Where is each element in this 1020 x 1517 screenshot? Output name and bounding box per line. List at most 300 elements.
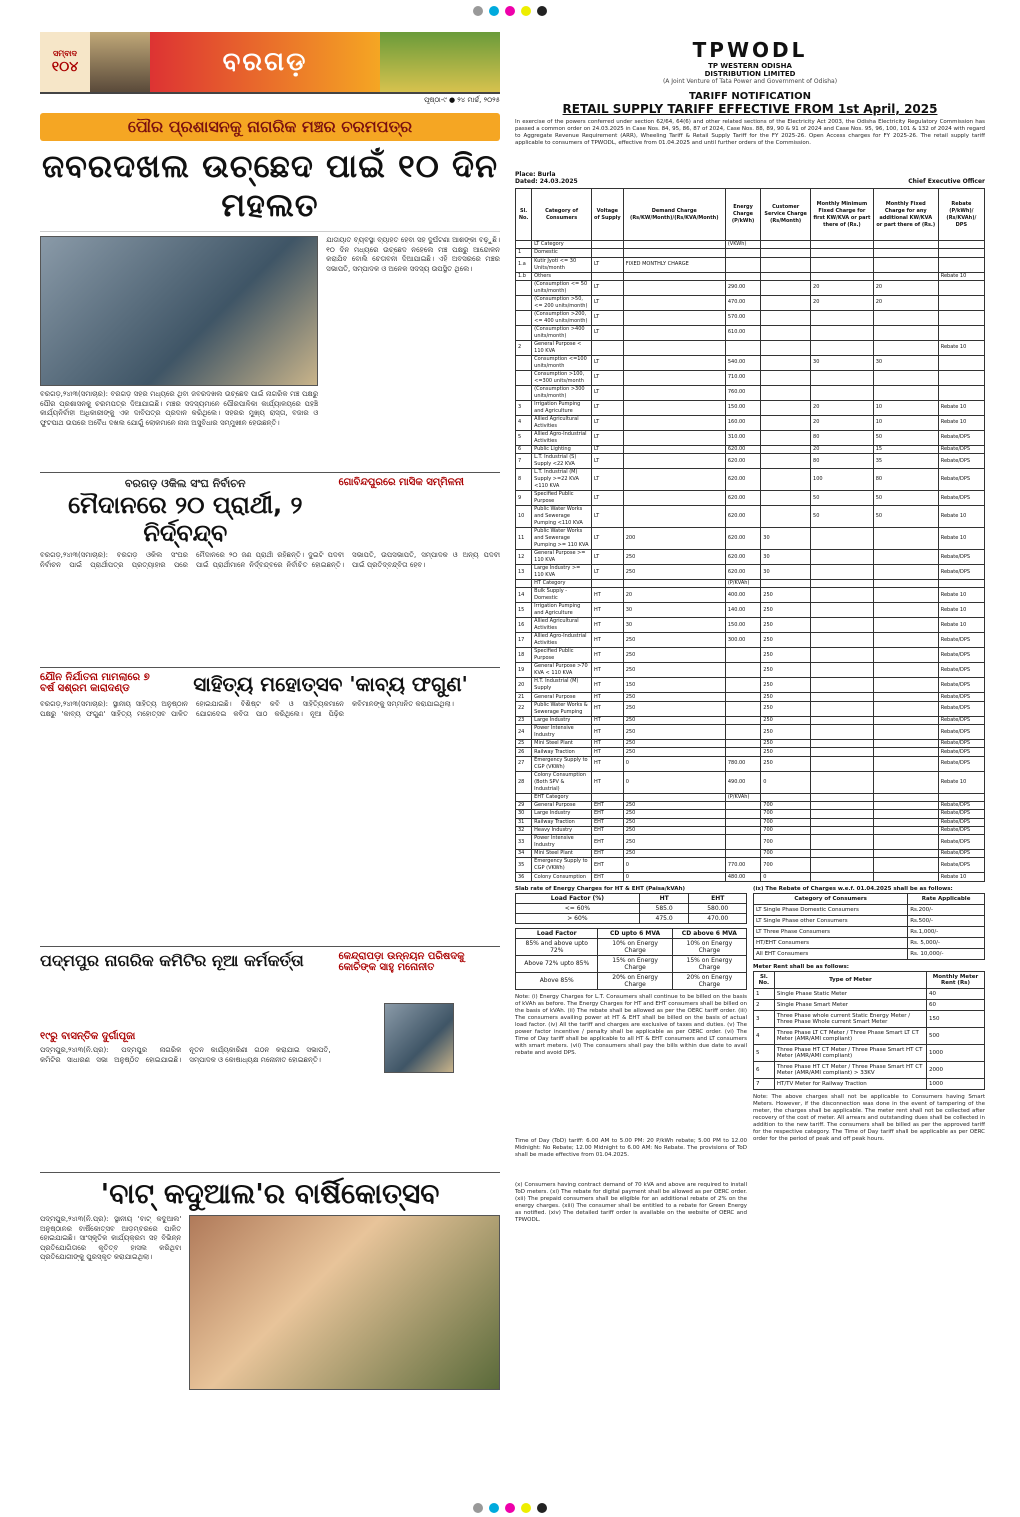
table-cell	[725, 249, 760, 257]
table-cell: Rebate/DPS	[938, 725, 984, 740]
table-cell	[873, 249, 938, 257]
table-cell: Public Lighting	[532, 445, 592, 453]
table-cell	[761, 370, 811, 385]
table-cell	[811, 618, 874, 633]
table-cell: LT Single Phase other Consumers	[754, 915, 908, 926]
table-cell: Rs.1,000/-	[908, 926, 985, 937]
table-cell: 19	[516, 663, 532, 678]
table-cell	[623, 430, 725, 445]
table-cell	[761, 257, 811, 272]
table-cell	[873, 257, 938, 272]
table-cell	[811, 325, 874, 340]
table-row	[516, 913, 747, 923]
table-cell: 15% on Energy Charge	[672, 955, 746, 972]
table-cell: EHT	[591, 810, 623, 818]
table-cell: 2000	[926, 1061, 984, 1078]
table-cell	[623, 445, 725, 453]
table-cell: 5	[754, 1044, 775, 1061]
table-cell: 10	[873, 415, 938, 430]
table-cell: Rebate/DPS	[938, 678, 984, 693]
table-row	[516, 430, 985, 445]
rent-head: (ix) The Rebate of Charges w.e.f. 01.04.2025 shall be as follows:	[753, 885, 953, 892]
table-cell: 250	[623, 693, 725, 701]
table-cell	[761, 445, 811, 453]
table-cell: HT/TV Meter for Railway Traction	[774, 1078, 926, 1089]
table-cell	[591, 249, 623, 257]
table-cell: Rebate/DPS	[938, 818, 984, 826]
table-cell	[873, 310, 938, 325]
table-cell: Mini Steel Plant	[532, 850, 592, 858]
table-cell: 80	[873, 469, 938, 491]
table-row	[754, 1078, 985, 1089]
table-cell: HT	[591, 603, 623, 618]
table-row	[516, 355, 985, 370]
table-row	[754, 1010, 985, 1027]
table-cell	[938, 295, 984, 310]
table-cell: 620.00	[725, 506, 760, 528]
table-cell: 20% on Energy Charge	[672, 972, 746, 989]
headline: ପଦ୍ମପୁର ନାଗରିକ କମିଟିର ନୂଆ କର୍ମକର୍ତ୍ତା	[40, 951, 304, 970]
table-cell: 250	[761, 648, 811, 663]
masthead	[40, 32, 500, 94]
table-cell: Rebate/DPS	[938, 716, 984, 724]
table-cell	[761, 385, 811, 400]
table-cell	[623, 370, 725, 385]
table-cell: LT	[591, 528, 623, 550]
table-cell: 250	[761, 678, 811, 693]
table-cell: 85% and above upto 72%	[516, 938, 598, 955]
padmapur-committee-section	[40, 946, 500, 1166]
table-cell	[591, 793, 623, 801]
table-cell: LT	[591, 355, 623, 370]
table-cell	[873, 725, 938, 740]
table-cell: HT	[591, 588, 623, 603]
table-row	[516, 663, 985, 678]
table-cell: 250	[623, 748, 725, 756]
table-cell: Above 72% upto 85%	[516, 955, 598, 972]
table-cell	[623, 355, 725, 370]
table-cell: Rebate 10	[938, 400, 984, 415]
table-row	[516, 550, 985, 565]
table-cell: 250	[623, 663, 725, 678]
table-header: HT	[639, 893, 689, 903]
table-cell: Rebate/DPS	[938, 565, 984, 580]
table-cell	[938, 355, 984, 370]
table-cell: 40	[926, 988, 984, 999]
masthead-portrait	[90, 32, 150, 92]
table-cell: 20% on Energy Charge	[598, 972, 672, 989]
table-cell: Bulk Supply - Domestic	[532, 588, 592, 603]
table-row	[516, 565, 985, 580]
table-header: Monthly Meter Rent (Rs)	[926, 971, 984, 988]
table-cell	[725, 801, 760, 809]
table-cell	[725, 678, 760, 693]
table-cell	[811, 716, 874, 724]
table-cell: Rebate 10	[938, 506, 984, 528]
table-cell	[873, 633, 938, 648]
table-cell: 250	[761, 633, 811, 648]
protest-photo	[40, 236, 318, 386]
table-row	[516, 370, 985, 385]
table-cell: Emergency Supply to CGP (VKWh)	[532, 756, 592, 771]
table-cell	[873, 550, 938, 565]
table-cell	[761, 400, 811, 415]
table-cell: 250	[761, 748, 811, 756]
headline: ସାହିତ୍ୟ ମହୋତ୍ସବ 'କାବ୍ୟ ଫଗୁଣ'	[193, 672, 468, 696]
table-cell: 250	[623, 725, 725, 740]
table-cell	[811, 793, 874, 801]
table-header: CD upto 6 MVA	[598, 928, 672, 938]
table-header: Sl. No.	[754, 971, 775, 988]
table-cell: LT	[591, 430, 623, 445]
table-cell: Rebate 10	[938, 528, 984, 550]
table-cell: All EHT Consumers	[754, 948, 908, 959]
table-cell	[725, 810, 760, 818]
event-photo	[189, 1215, 500, 1390]
table-cell: Rs.200/-	[908, 904, 985, 915]
table-cell	[938, 370, 984, 385]
table-cell	[811, 858, 874, 873]
table-cell	[811, 272, 874, 280]
slab-title: Slab rate of Energy Charges for HT & EHT (Paisa/kVAh)	[515, 885, 685, 892]
table-cell: Irrigation Pumping and Agriculture	[532, 603, 592, 618]
table-cell	[761, 249, 811, 257]
table-cell: 700	[761, 850, 811, 858]
table-row	[516, 693, 985, 701]
table-cell: 250	[623, 565, 725, 580]
table-cell: 36	[516, 873, 532, 881]
table-cell: Rebate 10	[938, 603, 984, 618]
table-cell: Rebate/DPS	[938, 701, 984, 716]
table-cell: 20	[811, 295, 874, 310]
table-cell: 250	[623, 810, 725, 818]
table-cell: LT Category	[532, 241, 592, 249]
table-cell	[811, 740, 874, 748]
table-cell: Rebate/DPS	[938, 801, 984, 809]
table-cell	[873, 648, 938, 663]
table-cell: LT	[591, 295, 623, 310]
table-cell: 50	[811, 506, 874, 528]
table-cell: 9	[516, 491, 532, 506]
table-cell	[811, 663, 874, 678]
table-cell: 30	[623, 603, 725, 618]
table-cell	[725, 740, 760, 748]
table-cell: 250	[761, 740, 811, 748]
table-cell: 250	[623, 550, 725, 565]
table-row	[516, 528, 985, 550]
table-cell: 1000	[926, 1044, 984, 1061]
table-cell: 10% on Energy Charge	[672, 938, 746, 955]
table-row	[516, 725, 985, 740]
table-cell	[761, 415, 811, 430]
table-cell	[725, 272, 760, 280]
table-cell	[873, 771, 938, 793]
table-cell	[873, 818, 938, 826]
table-cell: 10	[516, 506, 532, 528]
table-cell	[873, 370, 938, 385]
story-body: ବରଗଡ଼,୨୪ା୩(ସମାଚାର): ବରଗଡ଼ ଓକିଲ ସଂଘର ନିର୍ବାଚନ ପାଇଁ ପ୍ରାର୍ଥୀପତ୍ର ପ୍ରତ୍ୟାହାର ପରେ ମୈଦାନରେ ୨୦ ଜଣ ପ୍ରାର୍ଥୀ ରହିଛନ୍ତି। ଦୁଇଟି ପଦବୀ ପାଇଁ ପ୍ରାର୍ଥୀମାନେ ନିର୍ଦ୍ବନ୍ଦ୍ବରେ ନିର୍ବାଚିତ ହୋଇଛନ୍ତି। ସଭାପତି, ଉପସଭାପତି, ସମ୍ପାଦକ ଓ ଅନ୍ୟ ପଦବୀ ପାଇଁ ପ୍ରତିଦ୍ବନ୍ଦ୍ବିତା ହେବ।	[40, 551, 500, 569]
table-row	[754, 1044, 985, 1061]
table-cell: 250	[761, 725, 811, 740]
table-cell	[811, 826, 874, 834]
table-cell	[811, 648, 874, 663]
table-cell: (Consumption >50, <= 200 units/month)	[532, 295, 592, 310]
table-cell	[811, 249, 874, 257]
table-cell: 250	[623, 740, 725, 748]
table-cell	[811, 850, 874, 858]
table-cell: Rebate/DPS	[938, 445, 984, 453]
edition-badge	[40, 32, 90, 92]
table-cell: 490.00	[725, 771, 760, 793]
table-cell: Rebate/DPS	[938, 550, 984, 565]
table-cell: Large Industry	[532, 716, 592, 724]
table-cell: 470.00	[689, 913, 747, 923]
table-cell	[725, 340, 760, 355]
table-cell	[873, 858, 938, 873]
table-cell	[725, 725, 760, 740]
table-cell: 310.00	[725, 430, 760, 445]
table-header: Monthly Fixed Charge for any additional KW/KVA or part there of (Rs.)	[873, 189, 938, 241]
table-cell	[938, 580, 984, 588]
table-cell: 1	[516, 249, 532, 257]
table-cell	[591, 272, 623, 280]
table-cell: Rebate 10	[938, 771, 984, 793]
table-cell: 3	[754, 1010, 775, 1027]
table-cell: Railway Traction	[532, 818, 592, 826]
table-cell	[761, 310, 811, 325]
table-cell: 250	[761, 588, 811, 603]
advocate-election-section	[40, 472, 500, 661]
table-cell	[873, 801, 938, 809]
table-cell	[516, 295, 532, 310]
table-row	[516, 873, 985, 881]
table-cell	[761, 454, 811, 469]
table-cell: Rebate/DPS	[938, 826, 984, 834]
table-cell	[761, 355, 811, 370]
table-row	[516, 257, 985, 272]
table-cell	[873, 873, 938, 881]
table-cell: 300.00	[725, 633, 760, 648]
table-cell: 30	[811, 355, 874, 370]
table-cell	[938, 793, 984, 801]
table-cell: Rebate/DPS	[938, 491, 984, 506]
table-cell: 200	[623, 528, 725, 550]
table-cell	[623, 506, 725, 528]
table-cell: LT	[591, 370, 623, 385]
table-cell: 620.00	[725, 491, 760, 506]
table-cell: 250	[623, 835, 725, 850]
table-cell: FIXED MONTHLY CHARGE	[623, 257, 725, 272]
headline: ମୈଦାନରେ ୨୦ ପ୍ରାର୍ଥୀ, ୨ ନିର୍ଦ୍ବନ୍ଦ୍ବ	[68, 491, 303, 547]
tariff-notice	[515, 32, 985, 1472]
table-cell: General Purpose >= 110 KVA	[532, 550, 592, 565]
table-row	[516, 756, 985, 771]
table-cell: LT	[591, 445, 623, 453]
table-row	[516, 818, 985, 826]
table-cell	[725, 701, 760, 716]
section-title: ବରଗଡ଼	[150, 32, 380, 92]
table-cell: 480.00	[725, 873, 760, 881]
table-cell: 700	[761, 801, 811, 809]
table-cell: HT	[591, 678, 623, 693]
table-cell: 250	[761, 693, 811, 701]
table-row	[754, 999, 985, 1010]
table-header: CD above 6 MVA	[672, 928, 746, 938]
table-cell	[725, 648, 760, 663]
table-cell: LT	[591, 280, 623, 295]
table-row	[516, 454, 985, 469]
table-cell	[725, 850, 760, 858]
table-cell: 35	[873, 454, 938, 469]
table-cell: Consumption <=100 units/month	[532, 355, 592, 370]
table-cell	[873, 565, 938, 580]
table-cell: 250	[623, 701, 725, 716]
table-cell: 32	[516, 826, 532, 834]
table-cell	[623, 241, 725, 249]
table-cell	[725, 257, 760, 272]
table-cell	[811, 771, 874, 793]
table-cell: Single Phase Smart Meter	[774, 999, 926, 1010]
company-name: TP WESTERN ODISHA	[708, 62, 792, 70]
table-cell: 250	[761, 618, 811, 633]
table-cell: (Consumption >400 units/month)	[532, 325, 592, 340]
story-body: ପଦ୍ମପୁର,୨୪ା୩(ନି.ପ୍ର): ସ୍ଥାନୀୟ 'ବାଟ୍ କଦୁଆଲ' ଅନୁଷ୍ଠାନର ବାର୍ଷିକୋତ୍ସବ ଆଡ଼ମ୍ବରରେ ପାଳିତ ହୋଇଯାଇଛି। ସାଂସ୍କୃତିକ କାର୍ଯ୍ୟକ୍ରମ ସହ ବିଭିନ୍ନ ପ୍ରତିଯୋଗିତାରେ କୃତିତ୍ବ ହାସଲ କରିଥିବା ପ୍ରତିଯୋଗୀଙ୍କୁ ପୁରସ୍କୃତ କରାଯାଇଥିଲା।	[40, 1215, 182, 1261]
table-cell: 24	[516, 725, 532, 740]
table-cell: LT	[591, 325, 623, 340]
table-cell: HT	[591, 633, 623, 648]
table-cell: Three Phase LT CT Meter / Three Phase Smart LT CT Meter (AMR/AMI compliant)	[774, 1027, 926, 1044]
table-row	[516, 445, 985, 453]
table-cell: 250	[623, 633, 725, 648]
table-cell	[811, 693, 874, 701]
table-cell	[811, 257, 874, 272]
table-cell: General Purpose	[532, 693, 592, 701]
table-cell	[873, 748, 938, 756]
table-cell	[811, 725, 874, 740]
place: Place: Burla	[515, 171, 556, 178]
table-cell: > 60%	[516, 913, 640, 923]
table-cell	[873, 693, 938, 701]
table-header: Load Factor (%)	[516, 893, 640, 903]
table-cell	[761, 295, 811, 310]
table-cell: EHT	[591, 826, 623, 834]
table-cell: 1.a	[516, 257, 532, 272]
table-cell: 20	[516, 678, 532, 693]
table-cell: Three Phase HT CT Meter / Three Phase Smart HT CT Meter (AMR/AMI compliant) > 33KV	[774, 1061, 926, 1078]
table-cell: 0	[761, 771, 811, 793]
table-cell: 80	[811, 454, 874, 469]
table-cell: EHT	[591, 818, 623, 826]
table-cell	[623, 469, 725, 491]
table-cell	[761, 793, 811, 801]
table-cell: HT	[591, 663, 623, 678]
table-cell	[873, 241, 938, 249]
table-cell	[725, 663, 760, 678]
table-cell: 6	[754, 1061, 775, 1078]
side-headline: ୧୯ରୁ ବାସନ୍ତିକ ଦୁର୍ଗାପୂଜା	[40, 1031, 136, 1042]
table-cell: 25	[516, 740, 532, 748]
table-cell: Rebate/DPS	[938, 648, 984, 663]
table-cell	[761, 272, 811, 280]
table-cell: 250	[623, 648, 725, 663]
table-cell: 290.00	[725, 280, 760, 295]
table-row	[516, 850, 985, 858]
table-cell	[725, 818, 760, 826]
table-cell	[873, 740, 938, 748]
table-cell	[938, 241, 984, 249]
table-cell: 780.00	[725, 756, 760, 771]
table-header: Monthly Minimum Fixed Charge for first KW/KVA or part there of (Rs.)	[811, 189, 874, 241]
table-cell	[873, 835, 938, 850]
table-cell: 21	[516, 693, 532, 701]
masthead-landscape	[380, 32, 500, 92]
table-cell: Specified Public Purpose	[532, 491, 592, 506]
story-body: ପଦ୍ମପୁର,୨୪ା୩(ନି.ପ୍ର): ପଦ୍ମପୁର ନାଗରିକ କମିଟିର ସାଧାରଣ ସଭା ଅନୁଷ୍ଠିତ ହୋଇଯାଇଛି। ନୂତନ କାର୍ଯ୍ୟକାରିଣୀ ଗଠନ କରାଯାଇ ସଭାପତି, ସମ୍ପାଦକ ଓ କୋଷାଧ୍ୟକ୍ଷ ମନୋନୀତ ହୋଇଛନ୍ତି।	[40, 1046, 331, 1064]
table-cell: Public Water Works and Sewerage Pumping <110 KVA	[532, 506, 592, 528]
table-cell	[873, 716, 938, 724]
table-cell	[873, 678, 938, 693]
table-row	[516, 903, 747, 913]
table-cell: 160.00	[725, 415, 760, 430]
table-cell: Large Industry >= 110 KVA	[532, 565, 592, 580]
table-cell	[873, 826, 938, 834]
table-cell: LT	[591, 310, 623, 325]
table-cell	[725, 748, 760, 756]
table-cell	[761, 491, 811, 506]
table-cell: General Purpose	[532, 801, 592, 809]
table-cell	[623, 310, 725, 325]
table-cell	[623, 793, 725, 801]
table-cell: 14	[516, 588, 532, 603]
table-cell: 30	[761, 528, 811, 550]
table-cell: 33	[516, 835, 532, 850]
registration-marks-bottom	[0, 1501, 1020, 1515]
table-cell	[591, 340, 623, 355]
table-cell: 23	[516, 716, 532, 724]
table-cell	[873, 793, 938, 801]
table-cell: 50	[873, 491, 938, 506]
table-cell: 700	[761, 826, 811, 834]
load-factor-table	[515, 893, 747, 924]
story-body-continued: ଯାତାୟାତ ବ୍ୟବସ୍ଥା ବ୍ୟାହତ ହେବା ସହ ଦୁର୍ଘଟଣା ଆଶଙ୍କା ବଢ଼ୁଛି। ୧୦ ଦିନ ମଧ୍ୟରେ ଉଚ୍ଛେଦ ନହେଲେ ମଞ୍ଚ ପକ୍ଷରୁ ଆନ୍ଦୋଳନ କରାଯିବ ବୋଲି ଚେତାବନୀ ଦିଆଯାଇଛି। ଏହି ଅବସରରେ ମଞ୍ଚର ସଭାପତି, ସମ୍ପାଦକ ଓ ଅନେକ ସଦସ୍ୟ ଉପସ୍ଥିତ ଥିଲେ।	[326, 236, 500, 273]
table-cell	[873, 385, 938, 400]
table-cell: 80	[811, 430, 874, 445]
table-cell: Rebate 10	[938, 618, 984, 633]
table-cell: Single Phase Static Meter	[774, 988, 926, 999]
table-cell: 760.00	[725, 385, 760, 400]
table-row	[516, 793, 985, 801]
table-cell: 30	[623, 618, 725, 633]
table-cell	[938, 310, 984, 325]
table-cell	[811, 528, 874, 550]
table-cell: 0	[623, 756, 725, 771]
table-row	[516, 580, 985, 588]
table-cell	[516, 310, 532, 325]
table-cell: HT	[591, 648, 623, 663]
table-row	[516, 858, 985, 873]
edition-label: ସମ୍ବାଦ	[53, 49, 77, 58]
table-cell: Allied Agro-Industrial Activities	[532, 430, 592, 445]
table-header: Sl. No.	[516, 189, 532, 241]
table-cell: HT	[591, 756, 623, 771]
table-cell	[516, 355, 532, 370]
notice-intro: In exercise of the powers conferred under section 62/64, 64(6) and other related sections of the Electricity Act 2003, the Odisha Electricity Regulatory Commission has passed a common order on 24.03.2025 in Case Nos. 84, 95, 86, 87 of 2024, Case Nos. 88, 89, 90 & 91 of 2024 and Case Nos. 95, 96, 100, 101 & 132 of 2024 with regard to Aggregate Revenue Requirement (ARR), Wheeling Tariff & Retail Supply Tariff for the FY 2025-26. Open Access charges for FY 2025-26. The retail supply tariff applicable to consumers of TPWODL, effective from 01.04.2025 and until further orders of the Commission.	[515, 119, 985, 146]
table-cell: HT	[591, 740, 623, 748]
table-header: EHT	[689, 893, 747, 903]
table-cell: 250	[761, 716, 811, 724]
table-cell: EHT	[591, 858, 623, 873]
table-cell: Rebate/DPS	[938, 858, 984, 873]
